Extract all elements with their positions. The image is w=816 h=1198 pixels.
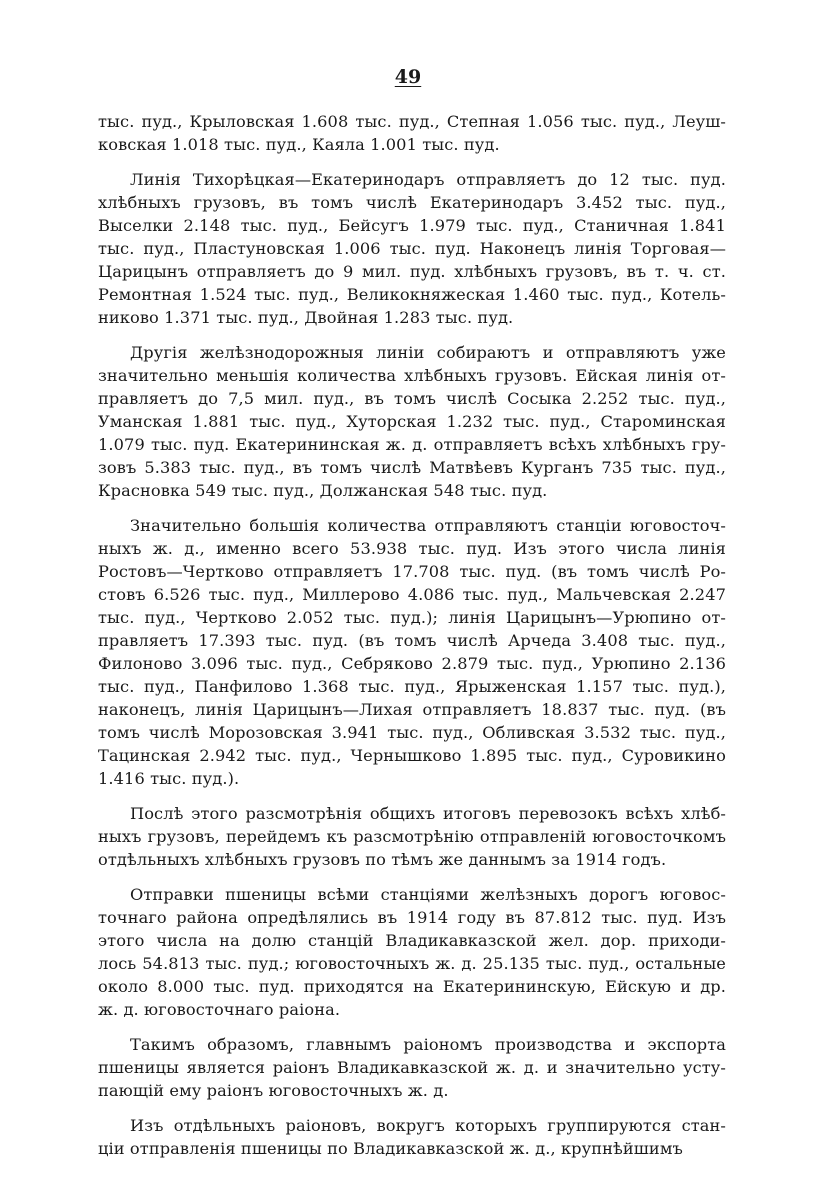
- text-line: лось 54.813 тыс. пуд.; юговосточныхъ ж. д. 25.135 тыс. пуд., остальные: [98, 954, 726, 973]
- paragraph: [98, 110, 726, 156]
- text-line: Выселки 2.148 тыс. пуд., Бейсугъ 1.979 тыс. пуд., Станичная 1.841: [98, 216, 726, 235]
- text-line: ціи отправленія пшеницы по Владикавказской ж. д., крупнѣйшимъ: [98, 1139, 683, 1158]
- page-number: 49: [394, 66, 422, 88]
- text-line: отдѣльныхъ хлѣбныхъ грузовъ по тѣмъ же даннымъ за 1914 годъ.: [98, 850, 667, 869]
- text-line: Уманская 1.881 тыс. пуд., Хуторская 1.232 тыс. пуд., Староминская: [98, 412, 726, 431]
- text-line: стовъ 6.526 тыс. пуд., Миллерово 4.086 тыс. пуд., Мальчевская 2.247: [98, 585, 726, 604]
- paragraph: [98, 341, 726, 502]
- text-line: Царицынъ отправляетъ до 9 мил. пуд. хлѣбныхъ грузовъ, въ т. ч. ст.: [98, 262, 726, 281]
- paragraph: [98, 802, 726, 871]
- text-line: Значительно большія количества отправляютъ станціи юговосточ-: [130, 516, 726, 535]
- text-line: правляетъ до 7,5 мил. пуд., въ томъ числѣ Сосыка 2.252 тыс. пуд.,: [98, 389, 726, 408]
- text-line: Такимъ образомъ, главнымъ раіономъ производства и экспорта: [130, 1035, 726, 1054]
- text-line: Красновка 549 тыс. пуд., Должанская 548 тыс. пуд.: [98, 481, 548, 500]
- text-line: зовъ 5.383 тыс. пуд., въ томъ числѣ Матвѣевъ Курганъ 735 тыс. пуд.,: [98, 458, 726, 477]
- text-line: тыс. пуд., Чертково 2.052 тыс. пуд.); линія Царицынъ—Урюпино от-: [98, 608, 726, 627]
- text-line: Филоново 3.096 тыс. пуд., Себряково 2.879 тыс. пуд., Урюпино 2.136: [98, 654, 726, 673]
- text-line: томъ числѣ Морозовская 3.941 тыс. пуд., Обливская 3.532 тыс. пуд.,: [98, 723, 726, 742]
- paragraph: [98, 883, 726, 1021]
- text-line: тыс. пуд., Панфилово 1.368 тыс. пуд., Ярыженская 1.157 тыс. пуд.),: [98, 677, 726, 696]
- paragraph: [98, 1114, 726, 1160]
- text-line: 1.416 тыс. пуд.).: [98, 769, 240, 788]
- text-line: Ростовъ—Чертково отправляетъ 17.708 тыс. пуд. (въ томъ числѣ Ро-: [98, 562, 726, 581]
- text-line: Другія желѣзнодорожныя линіи собираютъ и отправляютъ уже: [130, 343, 726, 362]
- text-line: тыс. пуд., Крыловская 1.608 тыс. пуд., Степная 1.056 тыс. пуд., Леуш-: [98, 112, 726, 131]
- text-line: тыс. пуд., Пластуновская 1.006 тыс. пуд. Наконецъ линія Торговая—: [98, 239, 726, 258]
- text-line: Изъ отдѣльныхъ раіоновъ, вокругъ которыхъ группируются стан-: [130, 1116, 726, 1135]
- text-line: наконецъ, линія Царицынъ—Лихая отправляетъ 18.837 тыс. пуд. (въ: [98, 700, 726, 719]
- text-line: никово 1.371 тыс. пуд., Двойная 1.283 тыс. пуд.: [98, 308, 514, 327]
- text-line: Ремонтная 1.524 тыс. пуд., Великокняжеская 1.460 тыс. пуд., Котель-: [98, 285, 726, 304]
- text-line: ныхъ ж. д., именно всего 53.938 тыс. пуд. Изъ этого числа линія: [98, 539, 726, 558]
- text-line: около 8.000 тыс. пуд. приходятся на Екатерининскую, Ейскую и др.: [98, 977, 726, 996]
- paragraph: [98, 168, 726, 329]
- text-line: этого числа на долю станцій Владикавказской жел. дор. приходи-: [98, 931, 726, 950]
- body-text: [98, 110, 726, 1172]
- text-line: Послѣ этого разсмотрѣнія общихъ итоговъ перевозокъ всѣхъ хлѣб-: [130, 804, 726, 823]
- text-line: пшеницы является раіонъ Владикавказской ж. д. и значительно усту-: [98, 1058, 726, 1077]
- text-line: правляетъ 17.393 тыс. пуд. (въ томъ числѣ Арчеда 3.408 тыс. пуд.,: [98, 631, 726, 650]
- text-line: пающій ему раіонъ юговосточныхъ ж. д.: [98, 1081, 449, 1100]
- text-line: 1.079 тыс. пуд. Екатерининская ж. д. отправляетъ всѣхъ хлѣбныхъ гру-: [98, 435, 726, 454]
- text-line: хлѣбныхъ грузовъ, въ томъ числѣ Екатеринодаръ 3.452 тыс. пуд.,: [98, 193, 726, 212]
- paragraph: [98, 514, 726, 790]
- text-line: Линія Тихорѣцкая—Екатеринодаръ отправляетъ до 12 тыс. пуд.: [130, 170, 726, 189]
- text-line: ж. д. юговосточнаго раіона.: [98, 1000, 341, 1019]
- text-line: точнаго района опредѣлялись въ 1914 году въ 87.812 тыс. пуд. Изъ: [98, 908, 726, 927]
- text-line: ныхъ грузовъ, перейдемъ къ разсмотрѣнію отправленій юговосточкомъ: [98, 827, 726, 846]
- text-line: Отправки пшеницы всѣми станціями желѣзныхъ дорогъ юговос-: [130, 885, 726, 904]
- text-line: значительно меньшія количества хлѣбныхъ грузовъ. Ейская линія от-: [98, 366, 726, 385]
- paragraph: [98, 1033, 726, 1102]
- text-line: ковская 1.018 тыс. пуд., Каяла 1.001 тыс. пуд.: [98, 135, 500, 154]
- text-line: Тацинская 2.942 тыс. пуд., Чернышково 1.895 тыс. пуд., Суровикино: [98, 746, 726, 765]
